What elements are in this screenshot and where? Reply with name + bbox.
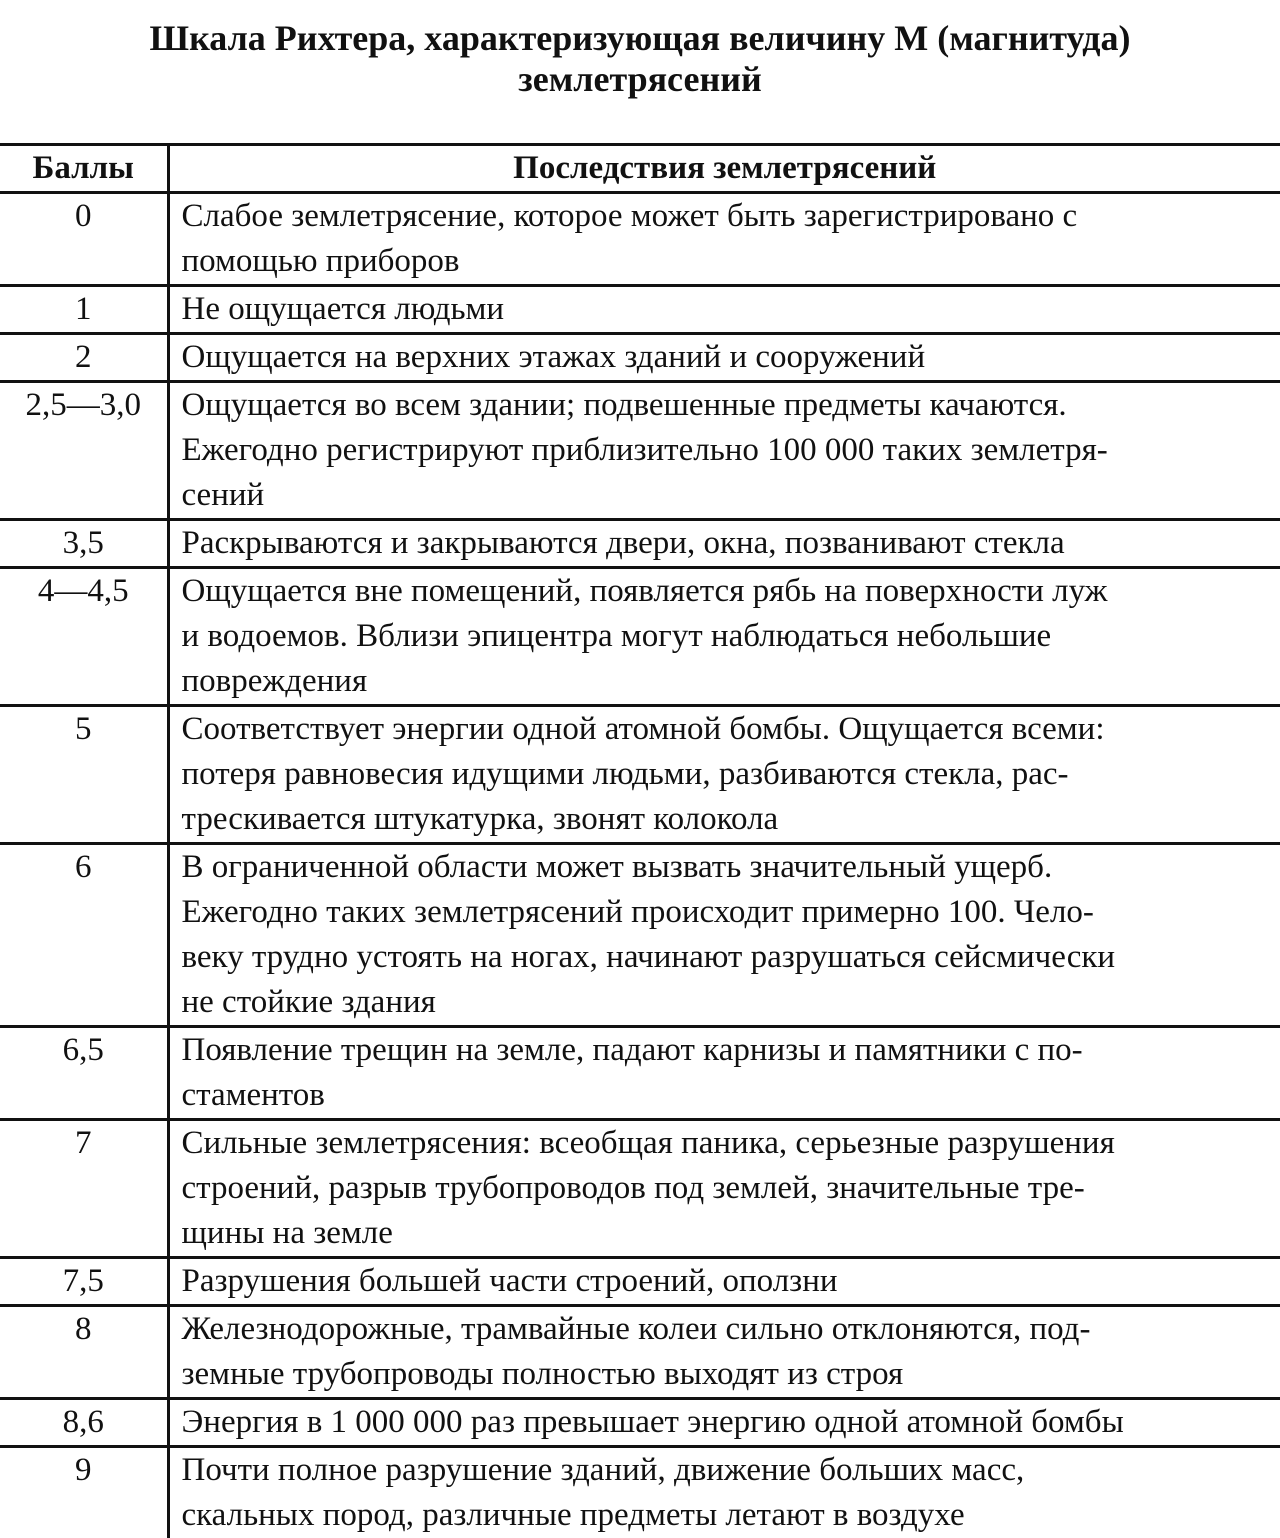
effect-cell <box>168 1447 1280 1538</box>
effect-cell <box>168 1258 1280 1306</box>
effect-cell <box>168 568 1280 706</box>
score-cell: 2 <box>0 334 168 382</box>
effect-line: веку трудно устоять на ногах, начинают разрушаться сейсмически <box>182 935 1271 980</box>
table-row <box>0 706 1280 844</box>
effect-line: земные трубопроводы полностью выходят из строя <box>182 1352 1271 1397</box>
effect-cell <box>168 334 1280 382</box>
page-title-line-2: землетрясений <box>0 59 1280 100</box>
score-cell: 4—4,5 <box>0 568 168 706</box>
table-header <box>0 145 1280 193</box>
table-row <box>0 382 1280 520</box>
table-header-row <box>0 145 1280 193</box>
effect-cell <box>168 844 1280 1027</box>
effect-line: скальных пород, различные предметы летают в воздухе <box>182 1493 1271 1538</box>
table-row <box>0 1399 1280 1447</box>
effect-line: Сильные землетрясения: всеобщая паника, серьезные разрушения <box>182 1121 1271 1166</box>
effect-line: Слабое землетрясение, которое может быть зарегистрировано с <box>182 194 1271 239</box>
effect-cell <box>168 1120 1280 1258</box>
score-cell: 8 <box>0 1306 168 1399</box>
score-cell: 1 <box>0 286 168 334</box>
table-row <box>0 1258 1280 1306</box>
effect-cell <box>168 706 1280 844</box>
table-row <box>0 520 1280 568</box>
effect-line: Железнодорожные, трамвайные колеи сильно отклоняются, под- <box>182 1307 1271 1352</box>
effect-line: не стойкие здания <box>182 980 1271 1025</box>
score-cell: 5 <box>0 706 168 844</box>
table-row <box>0 1120 1280 1258</box>
column-header-effect: Последствия землетрясений <box>168 145 1280 193</box>
score-cell: 2,5—3,0 <box>0 382 168 520</box>
score-cell: 6 <box>0 844 168 1027</box>
effect-line: В ограниченной области может вызвать значительный ущерб. <box>182 845 1271 890</box>
effect-cell <box>168 193 1280 286</box>
effect-line: помощью приборов <box>182 239 1271 284</box>
effect-line: Появление трещин на земле, падают карнизы и памятники с по- <box>182 1028 1271 1073</box>
effect-line: потеря равновесия идущими людьми, разбиваются стекла, рас- <box>182 752 1271 797</box>
table-row <box>0 1447 1280 1538</box>
effect-cell <box>168 520 1280 568</box>
effect-line: Ежегодно таких землетрясений происходит примерно 100. Чело- <box>182 890 1271 935</box>
score-cell: 6,5 <box>0 1027 168 1120</box>
effect-line: Разрушения большей части строений, оползни <box>182 1259 1271 1304</box>
effect-line: Почти полное разрушение зданий, движение больших масс, <box>182 1448 1271 1493</box>
effect-line: Не ощущается людьми <box>182 287 1271 332</box>
score-cell: 9 <box>0 1447 168 1538</box>
table-row <box>0 1306 1280 1399</box>
effect-line: стаментов <box>182 1073 1271 1118</box>
effect-line: Ощущается на верхних этажах зданий и сооружений <box>182 335 1271 380</box>
table-row <box>0 334 1280 382</box>
table-row <box>0 568 1280 706</box>
effect-line: и водоемов. Вблизи эпицентра могут наблюдаться небольшие <box>182 614 1271 659</box>
effect-line: строений, разрыв трубопроводов под землей, значительные тре- <box>182 1166 1271 1211</box>
effect-cell <box>168 1399 1280 1447</box>
effect-cell <box>168 286 1280 334</box>
page-title <box>0 18 1280 100</box>
effect-line: Ощущается во всем здании; подвешенные предметы качаются. <box>182 383 1271 428</box>
table-row <box>0 193 1280 286</box>
score-cell: 3,5 <box>0 520 168 568</box>
effect-cell <box>168 1027 1280 1120</box>
table-row <box>0 1027 1280 1120</box>
table-body <box>0 193 1280 1538</box>
effect-line: Энергия в 1 000 000 раз превышает энергию одной атомной бомбы <box>182 1400 1271 1445</box>
effect-line: трескивается штукатурка, звонят колокола <box>182 797 1271 842</box>
table-row <box>0 286 1280 334</box>
effect-line: Ежегодно регистрируют приблизительно 100 000 таких землетря- <box>182 428 1271 473</box>
effect-line: Ощущается вне помещений, появляется рябь на поверхности луж <box>182 569 1271 614</box>
effect-cell <box>168 1306 1280 1399</box>
column-header-score: Баллы <box>0 145 168 193</box>
richter-scale-table <box>0 143 1280 1538</box>
effect-line: щины на земле <box>182 1211 1271 1256</box>
score-cell: 7,5 <box>0 1258 168 1306</box>
table-row <box>0 844 1280 1027</box>
effect-line: сений <box>182 473 1271 518</box>
page-title-line-1: Шкала Рихтера, характеризующая величину М (магнитуда) <box>0 18 1280 59</box>
effect-line: Раскрываются и закрываются двери, окна, позванивают стекла <box>182 521 1271 566</box>
effect-line: Соответствует энергии одной атомной бомбы. Ощущается всеми: <box>182 707 1271 752</box>
score-cell: 8,6 <box>0 1399 168 1447</box>
score-cell: 7 <box>0 1120 168 1258</box>
effect-line: повреждения <box>182 659 1271 704</box>
effect-cell <box>168 382 1280 520</box>
score-cell: 0 <box>0 193 168 286</box>
